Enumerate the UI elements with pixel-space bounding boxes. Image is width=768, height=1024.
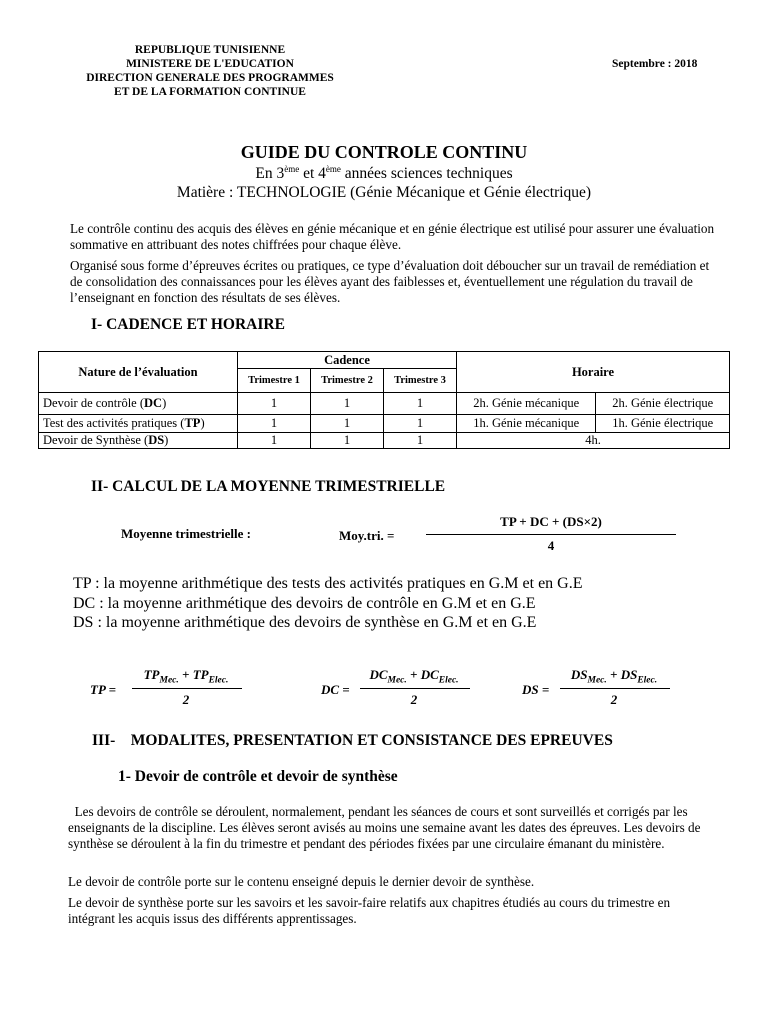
fraction-bar: [426, 534, 676, 535]
cell-value: 1: [384, 393, 457, 415]
cell-value: 1: [238, 433, 311, 449]
table-header-cadence: Cadence: [238, 352, 457, 369]
formula-dc-lhs: DC =: [321, 682, 350, 697]
cell-value: 1: [384, 415, 457, 433]
intro-paragraph-1: Le contrôle continu des acquis des élèves en génie mécanique et en génie électrique est utilisé pour assurer une évaluation sommative en attribuant des notes chiffrées pour chaque élève.: [70, 221, 715, 252]
header-line-1: REPUBLIQUE TUNISIENNE: [134, 44, 286, 56]
fraction-bar: [132, 688, 242, 689]
formula-numerator: TP + DC + (DS×2): [500, 514, 602, 529]
formula-tp-numerator: $TP_{Mec.} + TP_{Elec.}$: [143, 667, 229, 686]
cell-value: 1: [384, 433, 457, 449]
fraction-bar: [560, 688, 670, 689]
cell-horaire-gm: 2h. Génie mécanique: [457, 393, 596, 415]
definition-tp: TP : la moyenne arithmétique des tests des activités pratiques en G.M et en G.E: [73, 575, 583, 592]
table-header-horaire: Horaire: [457, 352, 730, 393]
row-label: Devoir de contrôle (DC): [39, 393, 238, 415]
section-3-paragraph-2: Le devoir de contrôle porte sur le contenu enseigné depuis le dernier devoir de synthèse.: [68, 874, 535, 889]
cell-horaire: 4h.: [457, 433, 730, 449]
formula-ds-denominator: 2: [610, 692, 618, 707]
section-2-heading: II- CALCUL DE LA MOYENNE TRIMESTRIELLE: [91, 478, 446, 495]
formula-tp-denominator: 2: [182, 692, 190, 707]
table-row: [39, 415, 730, 433]
definition-ds: DS : la moyenne arithmétique des devoirs de synthèse en G.M et en G.E: [73, 614, 537, 631]
table-row: [39, 433, 730, 449]
cell-horaire-ge: 2h. Génie électrique: [596, 393, 730, 415]
ministry-header: [66, 43, 354, 99]
table-row: [39, 393, 730, 415]
document-date: Septembre : 2018: [612, 58, 698, 70]
formula-lhs: Moy.tri. =: [339, 528, 395, 543]
formula-dc-denominator: 2: [410, 692, 418, 707]
section-3-subheading: 1- Devoir de contrôle et devoir de synthèse: [118, 768, 398, 785]
header-line-3: DIRECTION GENERALE DES PROGRAMMES: [86, 72, 334, 84]
section-3-paragraph-3: Le devoir de synthèse porte sur les savoirs et les savoir-faire relatifs aux chapitres étudiés au cours du trimestre en intégrant les acquis issus des différents apprentissages.: [68, 895, 671, 926]
cell-horaire-gm: 1h. Génie mécanique: [457, 415, 596, 433]
document-title: GUIDE DU CONTROLE CONTINU: [240, 142, 528, 162]
row-label: Devoir de Synthèse (DS): [39, 433, 238, 449]
table-header-trimestre-2: Trimestre 2: [311, 369, 384, 393]
document-subtitle-subject: Matière : TECHNOLOGIE (Génie Mécanique et Génie électrique): [176, 184, 592, 201]
cell-horaire-ge: 1h. Génie électrique: [596, 415, 730, 433]
section-1-heading: I- CADENCE ET HORAIRE: [91, 316, 285, 333]
formula-denominator: 4: [547, 538, 555, 553]
formula-dc-numerator: $DC_{Mec.} + DC_{Elec.}$: [369, 667, 459, 686]
intro-paragraph-2: Organisé sous forme d’épreuves écrites ou pratiques, ce type d’évaluation doit déboucher sur un travail de remédiation et de consolidation des connaissances pour les élèves ayant des faiblesses et, éventuellement une régulation du travail de l’enseignant en fonction des résultats de ses élèves.: [70, 258, 710, 305]
header-line-2: MINISTERE DE L'EDUCATION: [126, 58, 294, 70]
table-header-nature: Nature de l’évaluation: [39, 352, 238, 393]
section-3-paragraph-1: Les devoirs de contrôle se déroulent, normalement, pendant les séances de cours et sont surveillés et corrigés par les enseignants de la discipline. Les élèves seront avisés au moins une semaine avant les dates des épreuves. Les devoirs de synthèse se déroulent à la fin du trimestre et pendant des périodes fixées par une circulaire émanant du ministère.: [68, 804, 704, 851]
cell-value: 1: [311, 415, 384, 433]
definition-dc: DC : la moyenne arithmétique des devoirs de contrôle en G.M et en G.E: [73, 595, 536, 612]
table-header-trimestre-3: Trimestre 3: [384, 369, 457, 393]
fraction-bar: [360, 688, 470, 689]
cell-value: 1: [238, 393, 311, 415]
cell-value: 1: [311, 433, 384, 449]
section-3-heading: III- MODALITES, PRESENTATION ET CONSISTANCE DES EPREUVES: [92, 732, 613, 749]
cadence-table: [38, 351, 730, 449]
table-header-trimestre-1: Trimestre 1: [238, 369, 311, 393]
formula-ds-lhs: DS =: [522, 682, 550, 697]
formula-tp-lhs: TP =: [90, 682, 117, 697]
document-subtitle-level: En 3ème et 4ème années sciences techniques: [255, 164, 513, 183]
row-label: Test des activités pratiques (TP): [39, 415, 238, 433]
header-line-4: ET DE LA FORMATION CONTINUE: [114, 86, 306, 98]
formula-label: Moyenne trimestrielle :: [121, 526, 251, 541]
cell-value: 1: [238, 415, 311, 433]
cell-value: 1: [311, 393, 384, 415]
formula-ds-numerator: $DS_{Mec.} + DS_{Elec.}$: [570, 667, 658, 686]
